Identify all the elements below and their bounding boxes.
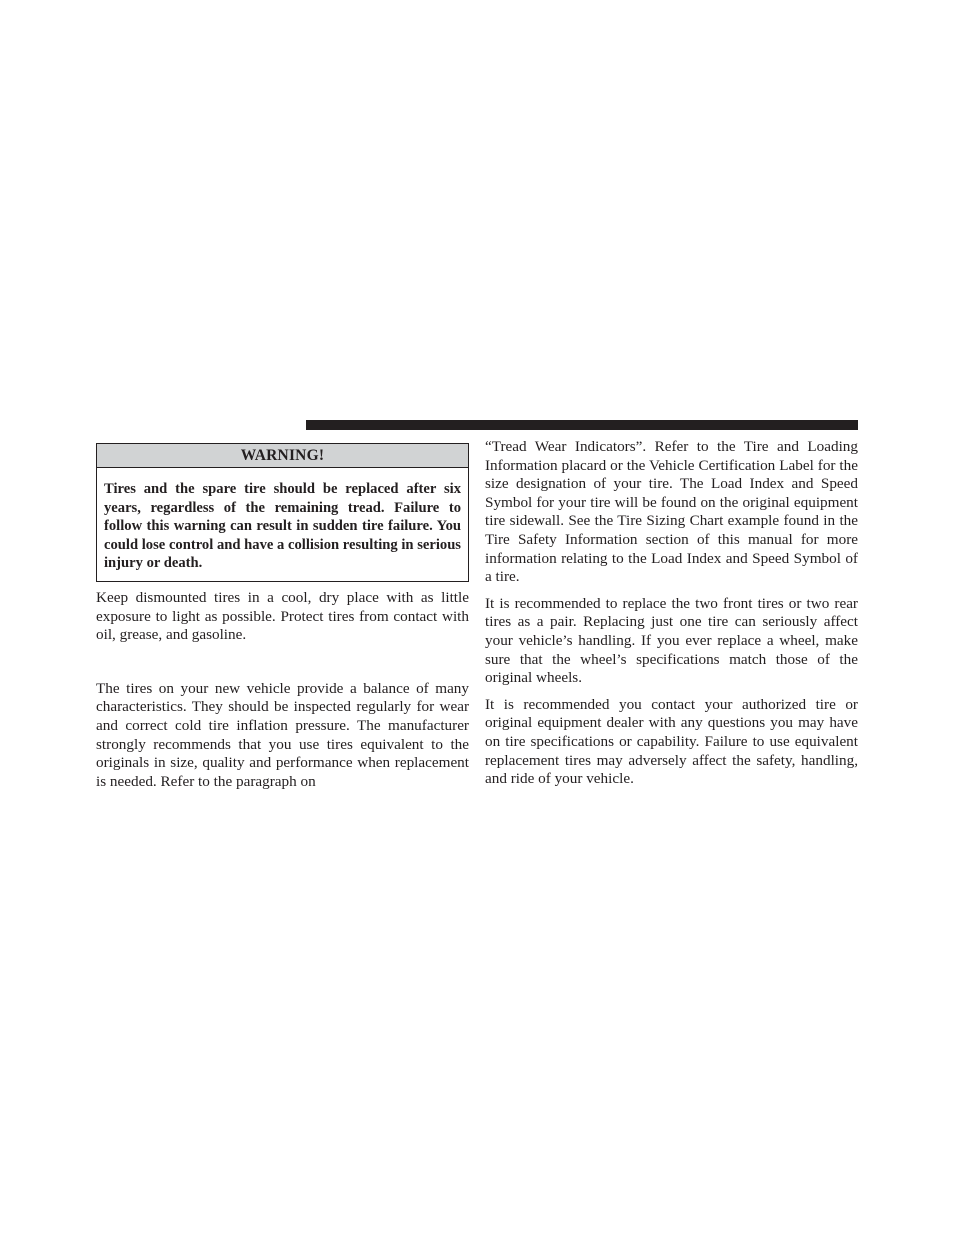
dealer-contact-paragraph: It is recommended you contact your authorized tire or original equipment dealer with any questions you may have on tire specifications or capability. Failure to use equivalent replacement tires may adversely affect the safety, handling, and ride of your vehicle. bbox=[485, 695, 858, 788]
replacement-paragraph: The tires on your new vehicle provide a balance of many characteristics. They should be inspected regularly for wear and correct cold tire inflation pressure. The manufacturer strongly recommends that you use tires equivalent to the originals in size, quality and performance when replacement is needed. Refer to the paragraph on bbox=[96, 679, 469, 790]
storage-paragraph: Keep dismounted tires in a cool, dry place with as little exposure to light as possible. Protect tires from contact with oil, grease, and gasoline. bbox=[96, 588, 469, 644]
warning-title: WARNING! bbox=[97, 444, 468, 468]
left-column bbox=[96, 443, 469, 791]
right-column bbox=[485, 438, 858, 789]
warning-text: Tires and the spare tire should be replaced after six years, regardless of the remaining tread. Failure to follow this warning can result in sudden tire failure. You could lose control and have a collision resulting in serious injury or death. bbox=[104, 481, 461, 572]
section-header-rule bbox=[306, 420, 858, 430]
tread-wear-paragraph: “Tread Wear Indicators”. Refer to the Tire and Loading Information placard or the Vehicle Certification Label for the size designation of your tire. The Load Index and Speed Symbol for your tire will be found on the original equipment tire sidewall. See the Tire Sizing Chart example found in the Tire Safety Information section of this manual for more information relating to the Load Index and Speed Symbol of a tire. bbox=[485, 438, 858, 586]
pair-replacement-paragraph: It is recommended to replace the two front tires or two rear tires as a pair. Replacing just one tire can seriously affect your vehicle’s handling. If you ever replace a wheel, make sure that the wheel’s specifications match those of the original wheels. bbox=[485, 594, 858, 687]
warning-box bbox=[96, 443, 469, 582]
